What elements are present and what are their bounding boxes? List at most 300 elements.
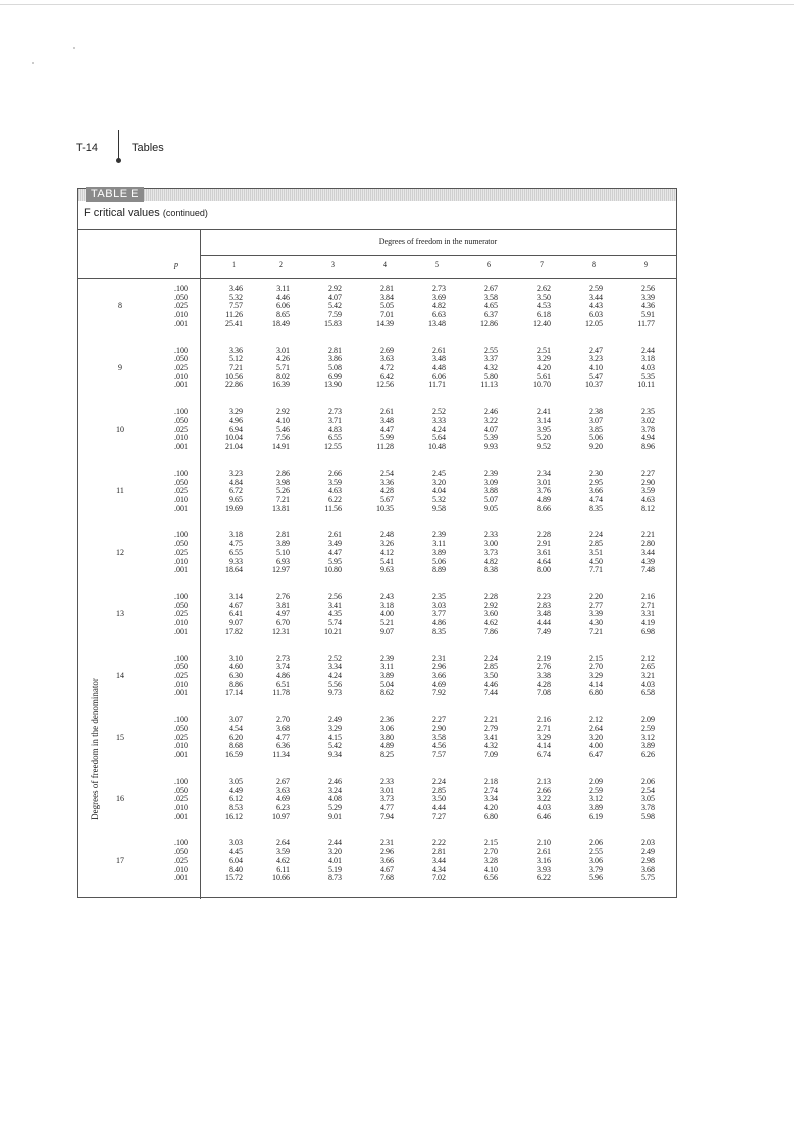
table-cell: 4.67 <box>380 864 394 874</box>
p-value: .050 <box>174 723 188 733</box>
table-cell: 3.28 <box>484 855 498 865</box>
table-cell: 3.50 <box>484 671 498 680</box>
table-cell: 4.47 <box>328 547 342 557</box>
table-cell: 3.84 <box>380 292 394 302</box>
table-cell: 3.44 <box>589 292 603 302</box>
table-cell: 3.34 <box>484 794 498 804</box>
table-cell: 2.85 <box>589 539 603 549</box>
table-cell: 2.35 <box>432 592 446 601</box>
table-cell: 16.12 <box>225 811 243 821</box>
table-cell: 2.48 <box>380 530 394 540</box>
header-divider-dot <box>116 158 121 163</box>
p-value: .100 <box>174 592 188 601</box>
table-cell: 4.94 <box>641 433 655 443</box>
table-cell: 4.44 <box>537 618 551 628</box>
table-cell: 2.49 <box>641 847 655 857</box>
table-cell: 3.95 <box>537 424 551 434</box>
table-title-suffix: (continued) <box>162 208 208 218</box>
table-cell: 6.03 <box>589 310 603 320</box>
table-cell: 6.99 <box>328 371 342 381</box>
table-cell: 5.67 <box>380 494 394 504</box>
numerator-df-3: 3 <box>331 260 335 269</box>
table-cell: 4.32 <box>484 741 498 751</box>
table-cell: 3.61 <box>537 547 551 557</box>
table-cell: 21.04 <box>225 442 243 451</box>
table-cell: 8.38 <box>484 565 498 575</box>
table-cell: 2.39 <box>432 530 446 540</box>
table-cell: 5.71 <box>276 363 290 372</box>
table-cell: 2.33 <box>380 776 394 786</box>
table-cell: 3.16 <box>537 855 551 865</box>
table-cell: 4.54 <box>229 723 243 733</box>
table-cell: 2.61 <box>537 847 551 857</box>
table-cell: 8.35 <box>589 503 603 513</box>
p-value: .100 <box>174 838 188 848</box>
table-cell: 2.70 <box>484 847 498 857</box>
table-cell: 2.80 <box>641 539 655 549</box>
table-cell: 5.05 <box>380 301 394 311</box>
table-cell: 2.51 <box>537 345 551 355</box>
table-cell: 3.85 <box>589 424 603 434</box>
table-cell: 8.35 <box>432 626 446 636</box>
table-cell: 6.72 <box>229 486 243 496</box>
p-value: .050 <box>174 847 188 857</box>
table-tag: TABLE E <box>86 187 144 202</box>
p-value: .001 <box>174 318 188 328</box>
numerator-header: Degrees of freedom in the numerator <box>378 237 498 246</box>
numerator-df-5: 5 <box>435 260 439 269</box>
table-cell: 6.22 <box>328 494 342 504</box>
table-cell: 3.18 <box>380 600 394 610</box>
table-cell: 2.64 <box>589 723 603 733</box>
table-cell: 3.36 <box>229 345 243 355</box>
header-divider <box>118 130 119 160</box>
table-cell: 2.09 <box>589 776 603 786</box>
denominator-df-11: 11 <box>116 486 124 496</box>
table-cell: 3.66 <box>432 671 446 680</box>
table-cell: 7.57 <box>432 750 446 759</box>
table-cell: 9.07 <box>229 618 243 628</box>
table-cell: 5.06 <box>432 556 446 566</box>
table-cell: 8.65 <box>276 310 290 320</box>
table-cell: 5.19 <box>328 864 342 874</box>
p-value: .050 <box>174 662 188 672</box>
table-cell: 9.01 <box>328 811 342 821</box>
table-cell: 4.62 <box>276 855 290 865</box>
table-cell: 2.06 <box>589 838 603 848</box>
table-cell: 3.12 <box>589 794 603 804</box>
table-title-main: F critical values <box>84 207 160 219</box>
table-cell: 2.67 <box>276 776 290 786</box>
table-cell: 2.95 <box>589 477 603 487</box>
table-cell: 3.09 <box>484 477 498 487</box>
table-cell: 4.39 <box>641 556 655 566</box>
table-cell: 12.40 <box>533 318 551 328</box>
p-column-header: p <box>174 260 178 269</box>
table-cell: 3.48 <box>380 415 394 425</box>
table-cell: 9.05 <box>484 503 498 513</box>
table-cell: 9.34 <box>328 750 342 759</box>
p-value: .100 <box>174 407 188 417</box>
table-cell: 2.98 <box>641 855 655 865</box>
table-cell: 17.14 <box>225 688 243 698</box>
table-cell: 9.33 <box>229 556 243 566</box>
table-cell: 2.15 <box>484 838 498 848</box>
table-cell: 4.63 <box>641 494 655 504</box>
table-cell: 8.12 <box>641 503 655 513</box>
table-cell: 2.27 <box>432 715 446 725</box>
table-cell: 2.71 <box>641 600 655 610</box>
denominator-df-10: 10 <box>116 424 124 434</box>
p-value: .025 <box>174 547 188 557</box>
table-cell: 5.64 <box>432 433 446 443</box>
table-cell: 3.66 <box>589 486 603 496</box>
table-cell: 7.56 <box>276 433 290 443</box>
table-cell: 7.27 <box>432 811 446 821</box>
table-cell: 3.50 <box>432 794 446 804</box>
table-cell: 2.24 <box>484 653 498 663</box>
table-cell: 6.19 <box>589 811 603 821</box>
table-cell: 2.12 <box>641 653 655 663</box>
table-cell: 5.29 <box>328 802 342 812</box>
denominator-df-16: 16 <box>116 794 124 804</box>
table-cell: 2.52 <box>328 653 342 663</box>
table-cell: 6.51 <box>276 679 290 689</box>
table-cell: 12.55 <box>324 442 342 451</box>
table-title <box>84 207 208 219</box>
table-cell: 6.23 <box>276 802 290 812</box>
table-cell: 15.72 <box>225 873 243 883</box>
table-cell: 5.80 <box>484 371 498 381</box>
table-cell: 6.47 <box>589 750 603 759</box>
table-cell: 5.32 <box>229 292 243 302</box>
table-cell: 10.70 <box>533 380 551 390</box>
table-cell: 6.94 <box>229 424 243 434</box>
table-cell: 4.03 <box>641 679 655 689</box>
table-cell: 2.23 <box>537 592 551 601</box>
table-cell: 3.60 <box>484 609 498 619</box>
table-cell: 13.81 <box>272 503 290 513</box>
table-cell: 2.96 <box>380 847 394 857</box>
table-cell: 2.71 <box>537 723 551 733</box>
table-cell: 4.53 <box>537 301 551 311</box>
table-cell: 9.07 <box>380 626 394 636</box>
table-cell: 2.12 <box>589 715 603 725</box>
table-cell: 2.76 <box>276 592 290 601</box>
table-cell: 4.77 <box>276 732 290 742</box>
table-cell: 6.98 <box>641 626 655 636</box>
table-cell: 3.59 <box>276 847 290 857</box>
table-cell: 3.11 <box>276 284 290 293</box>
table-cell: 2.24 <box>432 776 446 786</box>
p-value: .025 <box>174 794 188 804</box>
table-cell: 2.70 <box>276 715 290 725</box>
table-cell: 12.56 <box>376 380 394 390</box>
table-cell: 2.36 <box>380 715 394 725</box>
table-cell: 3.63 <box>380 354 394 364</box>
table-cell: 2.64 <box>276 838 290 848</box>
p-value: .010 <box>174 741 188 751</box>
table-cell: 3.11 <box>380 662 394 672</box>
table-cell: 4.82 <box>432 301 446 311</box>
table-cell: 3.18 <box>641 354 655 364</box>
table-cell: 10.80 <box>324 565 342 575</box>
table-cell: 4.32 <box>484 363 498 372</box>
table-cell: 9.93 <box>484 442 498 451</box>
table-cell: 8.25 <box>380 750 394 759</box>
table-cell: 16.39 <box>272 380 290 390</box>
numerator-df-1: 1 <box>232 260 236 269</box>
table-cell: 2.44 <box>641 345 655 355</box>
table-cell: 2.46 <box>328 776 342 786</box>
table-cell: 2.65 <box>641 662 655 672</box>
table-cell: 2.52 <box>432 407 446 417</box>
table-cell: 7.68 <box>380 873 394 883</box>
table-cell: 2.79 <box>484 723 498 733</box>
table-cell: 12.97 <box>272 565 290 575</box>
table-cell: 2.73 <box>276 653 290 663</box>
table-cell: 5.47 <box>589 371 603 381</box>
table-cell: 3.78 <box>641 802 655 812</box>
p-value: .010 <box>174 556 188 566</box>
table-cell: 5.74 <box>328 618 342 628</box>
table-cell: 3.20 <box>328 847 342 857</box>
table-cell: 4.10 <box>589 363 603 372</box>
table-cell: 4.45 <box>229 847 243 857</box>
table-cell: 3.12 <box>641 732 655 742</box>
table-cell: 4.60 <box>229 662 243 672</box>
numerator-df-9: 9 <box>644 260 648 269</box>
table-cell: 2.24 <box>589 530 603 540</box>
p-value: .010 <box>174 679 188 689</box>
table-cell: 3.05 <box>641 794 655 804</box>
table-cell: 2.77 <box>589 600 603 610</box>
table-cell: 4.28 <box>537 679 551 689</box>
table-cell: 4.14 <box>537 741 551 751</box>
table-cell: 13.90 <box>324 380 342 390</box>
numerator-df-2: 2 <box>279 260 283 269</box>
table-cell: 10.04 <box>225 433 243 443</box>
table-cell: 5.39 <box>484 433 498 443</box>
table-cell: 11.13 <box>480 380 498 390</box>
table-cell: 4.46 <box>484 679 498 689</box>
table-cell: 2.55 <box>589 847 603 857</box>
table-cell: 4.67 <box>229 600 243 610</box>
table-cell: 3.63 <box>276 785 290 795</box>
p-value: .001 <box>174 442 188 451</box>
table-cell: 5.35 <box>641 371 655 381</box>
table-cell: 3.76 <box>537 486 551 496</box>
p-value: .100 <box>174 776 188 786</box>
table-cell: 4.44 <box>432 802 446 812</box>
table-cell: 2.28 <box>484 592 498 601</box>
p-value: .001 <box>174 873 188 883</box>
table-cell: 4.00 <box>589 741 603 751</box>
p-value: .050 <box>174 785 188 795</box>
table-cell: 4.00 <box>380 609 394 619</box>
table-cell: 7.48 <box>641 565 655 575</box>
table-cell: 5.26 <box>276 486 290 496</box>
table-cell: 3.71 <box>328 415 342 425</box>
table-cell: 3.11 <box>432 539 446 549</box>
table-cell: 4.49 <box>229 785 243 795</box>
table-cell: 6.70 <box>276 618 290 628</box>
table-cell: 9.73 <box>328 688 342 698</box>
table-title-band <box>78 189 676 201</box>
table-cell: 7.09 <box>484 750 498 759</box>
table-cell: 3.50 <box>537 292 551 302</box>
table-cell: 5.75 <box>641 873 655 883</box>
table-cell: 3.31 <box>641 609 655 619</box>
table-cell: 4.62 <box>484 618 498 628</box>
scan-speck <box>32 62 34 64</box>
table-cell: 4.10 <box>276 415 290 425</box>
table-cell: 4.77 <box>380 802 394 812</box>
table-cell: 19.69 <box>225 503 243 513</box>
table-cell: 4.97 <box>276 609 290 619</box>
table-cell: 2.67 <box>484 284 498 293</box>
table-cell: 2.90 <box>641 477 655 487</box>
table-cell: 10.35 <box>376 503 394 513</box>
table-cell: 3.37 <box>484 354 498 364</box>
table-cell: 4.86 <box>432 618 446 628</box>
table-cell: 2.83 <box>537 600 551 610</box>
table-cell: 2.81 <box>380 284 394 293</box>
page-header <box>76 130 376 166</box>
p-value: .050 <box>174 539 188 549</box>
table-cell: 2.47 <box>589 345 603 355</box>
table-cell: 3.01 <box>380 785 394 795</box>
table-cell: 7.21 <box>276 494 290 504</box>
table-cell: 6.06 <box>432 371 446 381</box>
table-cell: 5.12 <box>229 354 243 364</box>
table-cell: 3.74 <box>276 662 290 672</box>
p-value: .025 <box>174 732 188 742</box>
table-cell: 5.32 <box>432 494 446 504</box>
table-cell: 6.80 <box>589 688 603 698</box>
p-value: .010 <box>174 618 188 628</box>
table-cell: 3.01 <box>537 477 551 487</box>
table-cell: 11.77 <box>637 318 655 328</box>
p-value: .010 <box>174 371 188 381</box>
table-cell: 4.07 <box>328 292 342 302</box>
table-cell: 6.55 <box>328 433 342 443</box>
section-title: Tables <box>132 142 164 154</box>
p-value: .100 <box>174 530 188 540</box>
table-cell: 8.66 <box>537 503 551 513</box>
table-cell: 2.56 <box>328 592 342 601</box>
table-cell: 7.01 <box>380 310 394 320</box>
table-cell: 11.26 <box>225 310 243 320</box>
table-cell: 2.43 <box>380 592 394 601</box>
table-cell: 2.16 <box>537 715 551 725</box>
table-cell: 4.74 <box>589 494 603 504</box>
table-cell: 4.08 <box>328 794 342 804</box>
table-cell: 4.12 <box>380 547 394 557</box>
table-cell: 2.03 <box>641 838 655 848</box>
table-cell: 4.63 <box>328 486 342 496</box>
table-cell: 2.59 <box>589 785 603 795</box>
table-cell: 3.23 <box>229 468 243 478</box>
table-cell: 11.56 <box>324 503 342 513</box>
table-cell: 4.24 <box>432 424 446 434</box>
table-cell: 3.29 <box>537 354 551 364</box>
table-cell: 8.68 <box>229 741 243 751</box>
table-cell: 6.11 <box>276 864 290 874</box>
table-cell: 2.90 <box>432 723 446 733</box>
table-cell: 2.06 <box>641 776 655 786</box>
p-value: .001 <box>174 565 188 575</box>
p-value: .001 <box>174 688 188 698</box>
table-cell: 11.34 <box>272 750 290 759</box>
table-cell: 7.59 <box>328 310 342 320</box>
table-cell: 3.41 <box>328 600 342 610</box>
table-cell: 6.18 <box>537 310 551 320</box>
table-cell: 3.07 <box>229 715 243 725</box>
p-value: .050 <box>174 477 188 487</box>
table-cell: 4.82 <box>484 556 498 566</box>
table-cell: 5.91 <box>641 310 655 320</box>
table-cell: 17.82 <box>225 626 243 636</box>
table-cell: 4.83 <box>328 424 342 434</box>
table-cell: 2.22 <box>432 838 446 848</box>
table-cell: 4.69 <box>432 679 446 689</box>
table-cell: 3.58 <box>432 732 446 742</box>
table-cell: 4.96 <box>229 415 243 425</box>
table-cell: 5.10 <box>276 547 290 557</box>
table-cell: 4.30 <box>589 618 603 628</box>
table-cell: 22.86 <box>225 380 243 390</box>
table-cell: 6.36 <box>276 741 290 751</box>
page-number: T-14 <box>76 142 99 154</box>
table-cell: 3.68 <box>641 864 655 874</box>
table-cell: 2.09 <box>641 715 655 725</box>
p-value: .100 <box>174 653 188 663</box>
table-cell: 5.98 <box>641 811 655 821</box>
table-cell: 6.04 <box>229 855 243 865</box>
table-cell: 4.04 <box>432 486 446 496</box>
table-cell: 2.18 <box>484 776 498 786</box>
p-value: .001 <box>174 503 188 513</box>
table-cell: 3.89 <box>276 539 290 549</box>
table-cell: 3.29 <box>589 671 603 680</box>
table-cell: 2.61 <box>432 345 446 355</box>
table-cell: 2.39 <box>484 468 498 478</box>
table-cell: 2.96 <box>432 662 446 672</box>
p-value: .001 <box>174 811 188 821</box>
table-cell: 10.97 <box>272 811 290 821</box>
title-rule <box>78 229 676 230</box>
table-cell: 12.86 <box>480 318 498 328</box>
table-cell: 6.26 <box>641 750 655 759</box>
table-cell: 2.66 <box>328 468 342 478</box>
table-cell: 4.03 <box>641 363 655 372</box>
table-cell: 18.49 <box>272 318 290 328</box>
table-cell: 2.28 <box>537 530 551 540</box>
table-cell: 5.56 <box>328 679 342 689</box>
table-cell: 4.50 <box>589 556 603 566</box>
page-top-rule <box>0 4 794 5</box>
table-cell: 3.48 <box>537 609 551 619</box>
table-cell: 3.23 <box>589 354 603 364</box>
table-cell: 11.78 <box>272 688 290 698</box>
table-cell: 2.13 <box>537 776 551 786</box>
table-cell: 4.24 <box>328 671 342 680</box>
table-cell: 4.36 <box>641 301 655 311</box>
table-cell: 3.03 <box>229 838 243 848</box>
table-cell: 4.84 <box>229 477 243 487</box>
table-cell: 2.21 <box>641 530 655 540</box>
